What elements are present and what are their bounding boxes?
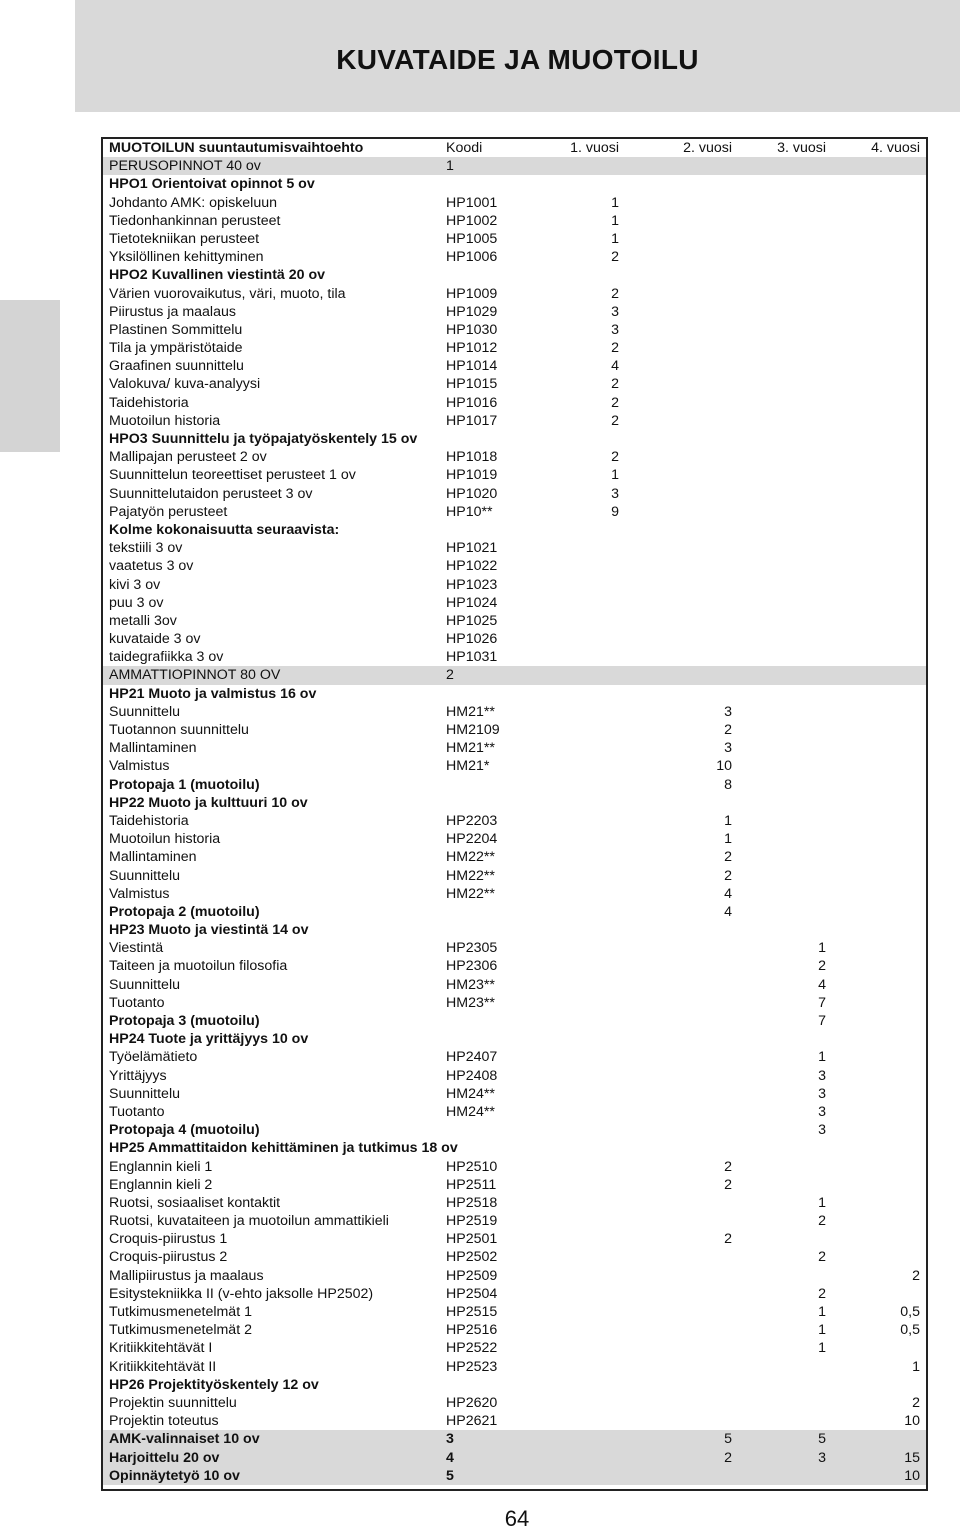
table-row	[103, 1103, 926, 1121]
table-row	[103, 1085, 926, 1103]
course-name: Yksilöllinen kehittyminen	[109, 249, 264, 266]
course-name: Kolme kokonaisuutta seuraavista:	[109, 521, 340, 538]
table-row	[103, 1285, 926, 1303]
course-code: HP1024	[446, 594, 498, 611]
course-name: vaatetus 3 ov	[109, 558, 194, 575]
course-name: Valmistus	[109, 758, 170, 775]
course-code: HP2522	[446, 1340, 498, 1357]
course-code: HP1015	[446, 376, 498, 393]
year-3-value: 2	[818, 1213, 826, 1230]
year-3-value: 1	[818, 1194, 826, 1211]
year-3-value: 1	[818, 940, 826, 957]
table-row	[103, 794, 926, 812]
course-name: PERUSOPINNOT 40 ov	[109, 158, 261, 175]
year-1-value: 1	[611, 212, 619, 229]
year-2-value: 8	[724, 776, 732, 793]
course-name: Pajatyön perusteet	[109, 503, 228, 520]
course-code: HP2510	[446, 1158, 498, 1175]
year-3-value: 1	[818, 1049, 826, 1066]
course-code: HP2305	[446, 940, 498, 957]
table-row	[103, 848, 926, 866]
course-name: kivi 3 ov	[109, 576, 161, 593]
course-code: HP2518	[446, 1194, 498, 1211]
year-1-value: 2	[611, 285, 619, 302]
year-3-value: 2	[818, 958, 826, 975]
course-name: Muotoilun historia	[109, 831, 221, 848]
course-name: HP23 Muoto ja viestintä 14 ov	[109, 922, 309, 939]
table-row	[103, 1012, 926, 1030]
table-row	[103, 1067, 926, 1085]
course-name: Valokuva/ kuva-analyysi	[109, 376, 261, 393]
year-1-value: 2	[611, 394, 619, 411]
course-code: HP1022	[446, 558, 498, 575]
course-name: Värien vuorovaikutus, väri, muoto, tila	[109, 285, 346, 302]
year-3-value: 1	[818, 1340, 826, 1357]
table-row	[103, 666, 926, 684]
course-code: HM24**	[446, 1085, 495, 1102]
course-code: HP1029	[446, 303, 498, 320]
course-code: HM22**	[446, 849, 495, 866]
table-row	[103, 1158, 926, 1176]
year-3-value: 4	[818, 976, 826, 993]
course-code: HP2204	[446, 831, 498, 848]
table-row	[103, 448, 926, 466]
table-row	[103, 757, 926, 775]
table-row	[103, 939, 926, 957]
course-name: Kritiikkitehtävät II	[109, 1358, 217, 1375]
year-3-value: 3	[818, 1122, 826, 1139]
course-code: HP2509	[446, 1267, 498, 1284]
table-row	[103, 1139, 926, 1157]
page-title: KUVATAIDE JA MUOTOILU	[336, 44, 699, 75]
course-name: Tiedonhankinnan perusteet	[109, 212, 281, 229]
year-1-value: 4	[611, 358, 619, 375]
table-row	[103, 1194, 926, 1212]
table-row	[103, 375, 926, 393]
course-code: 2	[446, 667, 454, 684]
year-4-value: 0,5	[900, 1322, 920, 1339]
table-row	[103, 1267, 926, 1285]
page-number: 64	[504, 1506, 530, 1531]
course-code: HP2407	[446, 1049, 498, 1066]
course-name: Protopaja 4 (muotoilu)	[109, 1122, 260, 1139]
table-row	[103, 521, 926, 539]
header-year-2: 2. vuosi	[683, 140, 732, 156]
course-code: HP1005	[446, 230, 498, 247]
course-name: Protopaja 2 (muotoilu)	[109, 903, 260, 920]
course-code: HP1020	[446, 485, 498, 502]
table-row	[103, 994, 926, 1012]
year-3-value: 3	[818, 1449, 826, 1466]
table-row	[103, 230, 926, 248]
course-name: Opinnäytetyö 10 ov	[109, 1467, 240, 1484]
table-row	[103, 175, 926, 193]
course-code: HP1021	[446, 540, 498, 557]
header-year-4: 4. vuosi	[871, 140, 920, 156]
course-name: kuvataide 3 ov	[109, 631, 201, 648]
course-code: HP1019	[446, 467, 498, 484]
course-code: HP1025	[446, 612, 498, 629]
course-name: metalli 3ov	[109, 612, 177, 629]
table-row	[103, 685, 926, 703]
table-row	[103, 921, 926, 939]
course-code: 1	[446, 158, 454, 175]
year-2-value: 4	[724, 903, 732, 920]
curriculum-table-body	[103, 139, 926, 1485]
course-code: HP1002	[446, 212, 498, 229]
year-3-value: 1	[818, 1304, 826, 1320]
course-code: HP2203	[446, 812, 498, 829]
course-name: Muotoilun historia	[109, 412, 221, 429]
table-row	[103, 1212, 926, 1230]
course-name: Piirustus ja maalaus	[109, 303, 236, 320]
course-name: Yrittäjyys	[109, 1067, 167, 1084]
year-3-value: 3	[818, 1103, 826, 1120]
table-row	[103, 1048, 926, 1066]
table-row	[103, 321, 926, 339]
course-code: HM22**	[446, 867, 495, 884]
course-name: Tila ja ympäristötaide	[109, 340, 243, 357]
course-name: HPO3 Suunnittelu ja työpajatyöskentely 15 ov	[109, 431, 418, 447]
table-row	[103, 721, 926, 739]
table-header-row	[103, 139, 926, 157]
course-code: HM2109	[446, 722, 500, 738]
course-code: 4	[446, 1449, 454, 1466]
table-row	[103, 212, 926, 230]
course-name: Johdanto AMK: opiskeluun	[109, 194, 277, 211]
course-name: Suunnittelu	[109, 976, 180, 993]
course-code: HP1018	[446, 449, 498, 466]
course-code: HP2502	[446, 1249, 498, 1266]
table-row	[103, 1121, 926, 1139]
course-code: HP1016	[446, 394, 498, 411]
course-name: Suunnittelu	[109, 1085, 180, 1102]
year-2-value: 3	[724, 703, 732, 720]
course-code: HM23**	[446, 976, 495, 993]
year-3-value: 3	[818, 1067, 826, 1084]
table-row	[103, 776, 926, 794]
year-2-value: 1	[724, 812, 732, 829]
table-row	[103, 1412, 926, 1430]
course-name: Tuotannon suunnittelu	[109, 722, 249, 738]
course-code: HM21**	[446, 740, 495, 757]
table-row	[103, 1248, 926, 1266]
year-1-value: 2	[611, 249, 619, 266]
year-4-value: 10	[904, 1467, 920, 1484]
course-name: HP24 Tuote ja yrittäjyys 10 ov	[109, 1031, 309, 1048]
course-code: HM21**	[446, 703, 495, 720]
year-4-value: 2	[912, 1267, 920, 1284]
year-1-value: 2	[611, 340, 619, 357]
course-code: HP1001	[446, 194, 498, 211]
table-row	[103, 1303, 926, 1321]
table-row	[103, 157, 926, 175]
course-name: Tutkimusmenetelmät 2	[109, 1322, 252, 1339]
course-code: HP2501	[446, 1231, 498, 1248]
table-row	[103, 248, 926, 266]
table-row	[103, 1394, 926, 1412]
header-year-1: 1. vuosi	[570, 140, 619, 156]
table-row	[103, 430, 926, 448]
year-1-value: 2	[611, 412, 619, 429]
year-3-value: 7	[818, 1013, 826, 1029]
table-row	[103, 576, 926, 594]
course-code: HP1009	[446, 285, 498, 302]
year-2-value: 2	[724, 1449, 732, 1466]
year-3-value: 2	[818, 1285, 826, 1302]
year-2-value: 2	[724, 1176, 732, 1193]
year-2-value: 2	[724, 1158, 732, 1175]
table-row	[103, 194, 926, 212]
course-code: HP2620	[446, 1394, 498, 1411]
course-name: puu 3 ov	[109, 594, 164, 611]
course-name: Croquis-piirustus 1	[109, 1231, 228, 1248]
table-row	[103, 466, 926, 484]
table-row	[103, 630, 926, 648]
year-4-value: 1	[912, 1358, 920, 1375]
course-code: HP2504	[446, 1285, 498, 1302]
course-name: Mallipiirustus ja maalaus	[109, 1267, 264, 1284]
course-name: Mallintaminen	[109, 740, 197, 757]
course-code: HP1031	[446, 649, 498, 666]
course-code: HP2621	[446, 1413, 498, 1430]
course-name: Plastinen Sommittelu	[109, 321, 243, 338]
course-name: AMMATTIOPINNOT 80 OV	[109, 667, 281, 684]
course-name: Englannin kieli 2	[109, 1176, 213, 1193]
side-tab-marker	[0, 300, 60, 452]
year-1-value: 3	[611, 321, 619, 338]
year-4-value: 2	[912, 1394, 920, 1411]
year-4-value: 0,5	[900, 1304, 920, 1320]
course-name: HP26 Projektityöskentely 12 ov	[109, 1376, 319, 1393]
year-1-value: 9	[611, 503, 619, 520]
table-row	[103, 1449, 926, 1467]
course-name: Graafinen suunnittelu	[109, 358, 244, 375]
table-row	[103, 903, 926, 921]
course-name: Projektin toteutus	[109, 1413, 219, 1430]
year-4-value: 15	[904, 1449, 920, 1466]
year-4-value: 10	[904, 1413, 920, 1430]
table-row	[103, 648, 926, 666]
course-name: Valmistus	[109, 885, 170, 902]
course-code: HP2408	[446, 1067, 498, 1084]
course-name: Taidehistoria	[109, 394, 189, 411]
table-row	[103, 1358, 926, 1376]
course-code: HP1006	[446, 249, 498, 266]
course-name: Ruotsi, kuvataiteen ja muotoilun ammattikieli	[109, 1213, 389, 1230]
year-1-value: 1	[611, 230, 619, 247]
table-row	[103, 303, 926, 321]
year-2-value: 4	[724, 885, 732, 902]
table-row	[103, 1321, 926, 1339]
table-row	[103, 885, 926, 903]
table-row	[103, 976, 926, 994]
course-code: HP1012	[446, 340, 498, 357]
year-1-value: 1	[611, 194, 619, 211]
year-3-value: 2	[818, 1249, 826, 1266]
header-year-3: 3. vuosi	[777, 140, 826, 156]
table-row	[103, 394, 926, 412]
table-row	[103, 339, 926, 357]
course-name: taidegrafiikka 3 ov	[109, 649, 224, 666]
course-name: Mallipajan perusteet 2 ov	[109, 449, 267, 466]
table-row	[103, 412, 926, 430]
course-name: HP21 Muoto ja valmistus 16 ov	[109, 685, 317, 702]
course-name: Tuotanto	[109, 994, 165, 1011]
year-3-value: 3	[818, 1085, 826, 1102]
table-row	[103, 1339, 926, 1357]
year-3-value: 1	[818, 1322, 826, 1339]
header-code: Koodi	[446, 140, 483, 156]
table-row	[103, 357, 926, 375]
table-row	[103, 1176, 926, 1194]
year-2-value: 2	[724, 867, 732, 884]
course-name: Suunnittelu	[109, 867, 180, 884]
course-code: HP2516	[446, 1322, 498, 1339]
course-code: HM22**	[446, 885, 495, 902]
table-row	[103, 830, 926, 848]
year-3-value: 7	[818, 994, 826, 1011]
year-1-value: 3	[611, 303, 619, 320]
course-code: HP1014	[446, 358, 498, 375]
table-row	[103, 594, 926, 612]
year-1-value: 2	[611, 449, 619, 466]
year-2-value: 5	[724, 1431, 732, 1448]
course-name: Kritiikkitehtävät I	[109, 1340, 213, 1357]
year-1-value: 1	[611, 467, 619, 484]
course-name: Englannin kieli 1	[109, 1158, 213, 1175]
table-row	[103, 1430, 926, 1448]
course-code: HP2511	[446, 1176, 497, 1193]
course-code: HM23**	[446, 994, 495, 1011]
year-1-value: 3	[611, 485, 619, 502]
table-row	[103, 266, 926, 284]
year-2-value: 1	[724, 831, 732, 848]
course-code: HP2523	[446, 1358, 498, 1375]
course-code: HP2519	[446, 1213, 498, 1230]
course-name: Protopaja 3 (muotoilu)	[109, 1013, 260, 1029]
year-2-value: 2	[724, 722, 732, 738]
course-code: HM21*	[446, 758, 490, 775]
table-row	[103, 957, 926, 975]
course-name: Työelämätieto	[109, 1049, 198, 1066]
course-code: HP2515	[446, 1304, 498, 1320]
course-code: 3	[446, 1431, 454, 1448]
course-name: Viestintä	[109, 940, 164, 957]
year-2-value: 3	[724, 740, 732, 757]
course-name: AMK-valinnaiset 10 ov	[109, 1431, 260, 1448]
table-row	[103, 1376, 926, 1394]
table-row	[103, 612, 926, 630]
course-name: Projektin suunnittelu	[109, 1394, 237, 1411]
course-code: 5	[446, 1467, 454, 1484]
course-name: tekstiili 3 ov	[109, 540, 183, 557]
table-row	[103, 812, 926, 830]
course-name: Taiteen ja muotoilun filosofia	[109, 958, 288, 975]
table-row	[103, 1230, 926, 1248]
table-row	[103, 539, 926, 557]
course-name: Mallintaminen	[109, 849, 197, 866]
table-row	[103, 1030, 926, 1048]
course-name: Tietotekniikan perusteet	[109, 230, 260, 247]
table-row	[103, 867, 926, 885]
course-name: HP25 Ammattitaidon kehittäminen ja tutkimus 18 ov	[109, 1140, 458, 1157]
year-3-value: 5	[818, 1431, 826, 1448]
course-code: HP10**	[446, 503, 493, 520]
table-row	[103, 503, 926, 521]
course-name: Croquis-piirustus 2	[109, 1249, 228, 1266]
course-name: HP22 Muoto ja kulttuuri 10 ov	[109, 794, 308, 811]
course-name: Suunnittelun teoreettiset perusteet 1 ov	[109, 467, 356, 484]
course-name: Tuotanto	[109, 1103, 165, 1120]
year-1-value: 2	[611, 376, 619, 393]
table-row	[103, 703, 926, 721]
course-code: HP2306	[446, 958, 498, 975]
course-name: Tutkimusmenetelmät 1	[109, 1304, 252, 1320]
course-name: Protopaja 1 (muotoilu)	[109, 776, 260, 793]
table-row	[103, 485, 926, 503]
course-code: HP1026	[446, 631, 498, 648]
course-code: HP1030	[446, 321, 498, 338]
course-name: HPO2 Kuvallinen viestintä 20 ov	[109, 267, 326, 284]
table-row	[103, 1467, 926, 1485]
table-row	[103, 557, 926, 575]
table-row	[103, 285, 926, 303]
course-code: HP1023	[446, 576, 498, 593]
course-code: HM24**	[446, 1103, 495, 1120]
course-name: Suunnittelutaidon perusteet 3 ov	[109, 485, 313, 502]
year-2-value: 2	[724, 1231, 732, 1248]
course-name: Ruotsi, sosiaaliset kontaktit	[109, 1194, 281, 1211]
table-row	[103, 739, 926, 757]
course-name: Harjoittelu 20 ov	[109, 1449, 220, 1466]
course-name: Esitystekniikka II (v-ehto jaksolle HP2502)	[109, 1285, 374, 1302]
course-name: Taidehistoria	[109, 812, 189, 829]
year-2-value: 10	[716, 758, 732, 775]
course-name: HPO1 Orientoivat opinnot 5 ov	[109, 176, 315, 193]
header-name: MUOTOILUN suuntautumisvaihtoehto	[109, 140, 364, 156]
year-2-value: 2	[724, 849, 732, 866]
course-name: Suunnittelu	[109, 703, 180, 720]
course-code: HP1017	[446, 412, 498, 429]
